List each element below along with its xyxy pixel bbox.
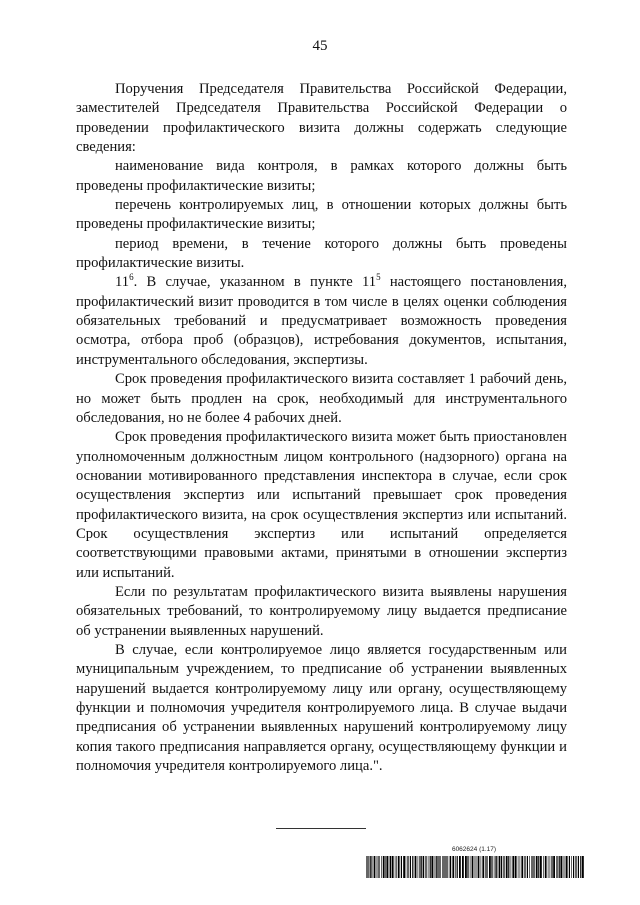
text-run: настоящего постановления, профилактический визит проводится в том числе в целях оценки соблюдения обязательных требований и предусматривает возможность проведения осмотра, отбора проб (образцов), истребования документов, испытания, инструментального обследования, экспертизы. xyxy=(76,274,567,368)
paragraph-p6 xyxy=(76,370,567,428)
superscript: 5 xyxy=(376,272,381,283)
text-run: Поручения Председателя Правительства Российской Федерации, заместителей Председателя Правительства Российской Федерации о проведении профилактического визита должны содержать следующие сведения: xyxy=(76,81,567,156)
paragraph-p5 xyxy=(76,273,567,370)
footer-rule xyxy=(276,828,366,829)
paragraph-p1 xyxy=(76,80,567,157)
text-run: В случае, если контролируемое лицо является государственным или муниципальным учреждением, то предписание об устранении выявленных нарушений выдается контролируемому лицу или органу, осуществляющему функции и полномочия учредителя контролируемого лица. В случае выдачи предписания об устранении выявленных нарушений контролируемому лицу копия такого предписания направляется органу, осуществляющему функции и полномочия учредителя контролируемого лица.". xyxy=(76,641,567,775)
paragraph-p4 xyxy=(76,235,567,274)
paragraph-p2 xyxy=(76,157,567,196)
text-run: . В случае, указанном в пункте 11 xyxy=(133,274,377,291)
text-run: наименование вида контроля, в рамках которого должны быть проведены профилактические визиты; xyxy=(76,158,567,194)
paragraph-p7 xyxy=(76,428,567,583)
text-run: перечень контролируемых лиц, в отношении которых должны быть проведены профилактические визиты; xyxy=(76,197,567,233)
barcode-code: 6062624 (1.17) xyxy=(451,846,497,853)
barcode-icon xyxy=(366,856,584,878)
paragraph-p3 xyxy=(76,196,567,235)
text-run: Если по результатам профилактического визита выявлены нарушения обязательных требований, то контролируемому лицу выдается предписание об устранении выявленных нарушений. xyxy=(76,583,567,639)
body-text xyxy=(76,80,567,776)
text-run: период времени, в течение которого должны быть проведены профилактические визиты. xyxy=(76,235,567,272)
text-run: Срок проведения профилактического визита может быть приостановлен уполномоченным должностным лицом контрольного (надзорного) органа на основании мотивированного представления инспектора в случае, если срок осуществления экспертиз или испытаний превышает срок проведения профилактического визита, на срок осуществления экспертиз или испытаний. Срок осуществления экспертиз или испытаний определяется соответствующими правовыми актами, принятыми в отношении экспертиз или испытаний. xyxy=(76,429,567,581)
page-number: 45 xyxy=(312,38,328,54)
paragraph-p8 xyxy=(76,583,567,641)
paragraph-p9 xyxy=(76,641,567,776)
text-run: 11 xyxy=(115,274,130,291)
superscript: 6 xyxy=(129,272,134,283)
text-run: Срок проведения профилактического визита составляет 1 рабочий день, но может быть продлен на срок, необходимый для инструментального обследования, но не более 4 рабочих дней. xyxy=(76,371,567,426)
